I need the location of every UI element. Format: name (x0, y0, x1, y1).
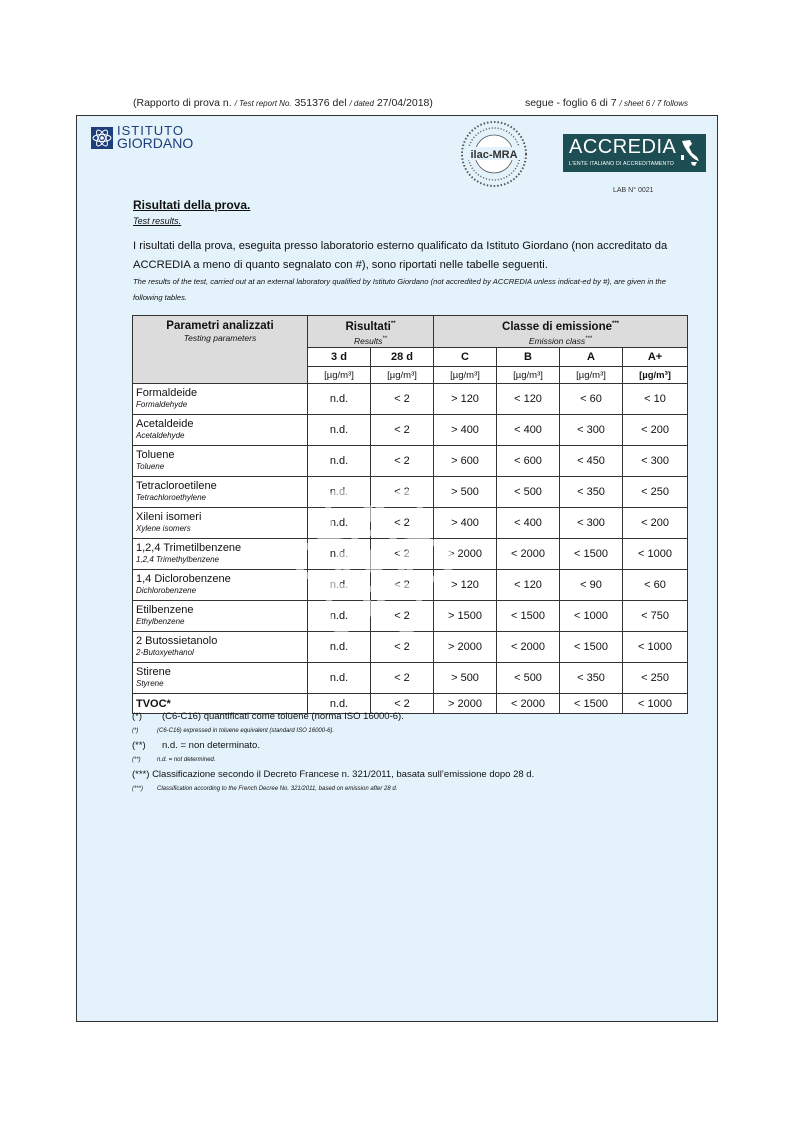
parameter-name-cell (133, 415, 308, 446)
parameter-name-en: Dichlorobenzene (136, 586, 197, 595)
parameter-name-en: Ethylbenzene (136, 617, 185, 626)
header-3d: 3 d (308, 348, 371, 367)
parameter-name: Toluene (136, 449, 175, 461)
value-cell: < 400 (497, 415, 560, 446)
value-cell: n.d. (308, 601, 371, 632)
value-cell: < 120 (497, 570, 560, 601)
institute-line2: GIORDANO (117, 135, 194, 151)
intro-paragraph-it: I risultati della prova, eseguita presso laboratorio esterno qualificato da Istituto Giordano (non accreditato da ACCREDIA a meno di quanto segnalato con #), sono riportati nelle tabelle seguenti. (133, 240, 668, 271)
value-cell: < 450 (560, 446, 623, 477)
page-header (133, 97, 688, 109)
header-class-a: A (560, 348, 623, 367)
value-cell: < 200 (623, 508, 688, 539)
parameter-name-en: Tetrachloroethylene (136, 493, 206, 502)
value-cell: < 1500 (560, 632, 623, 663)
unit-cell: [µg/m³] (308, 367, 371, 384)
value-cell: > 120 (434, 570, 497, 601)
section-subtitle: Test results. (133, 216, 182, 226)
footnote-en: (*) (C6-C16) expressed in toluene equivalent (standard ISO 16000-6). (132, 728, 335, 734)
value-cell: < 500 (497, 477, 560, 508)
atom-icon (91, 127, 113, 149)
istituto-giordano-logo (91, 125, 193, 150)
parameter-name-en: Acetaldehyde (136, 431, 185, 440)
parameter-name-en: Formaldehyde (136, 400, 188, 409)
ilac-text: ilac-MRA (470, 149, 518, 161)
value-cell: < 2 (371, 601, 434, 632)
parameter-name: TVOC* (136, 697, 171, 710)
parameter-name-cell (133, 446, 308, 477)
value-cell: < 2 (371, 694, 434, 714)
parameter-name-cell (133, 384, 308, 415)
unit-cell: [µg/m³] (623, 367, 688, 384)
value-cell: n.d. (308, 663, 371, 694)
parameter-name: 1,2,4 Trimetilbenzene (136, 542, 242, 554)
value-cell: < 2 (371, 446, 434, 477)
table-row (133, 446, 688, 477)
value-cell: < 2 (371, 570, 434, 601)
value-cell: > 500 (434, 663, 497, 694)
parameter-name-en: Xylene isomers (136, 524, 191, 533)
parameter-name-en: Toluene (136, 462, 165, 471)
table-row (133, 415, 688, 446)
value-cell: < 1000 (623, 694, 688, 714)
intro-paragraph-en: The results of the test, carried out at an external laboratory qualified by Istituto Giordano (not accredited by ACCREDIA unless indicat-ed by #), are given in the following tables. (133, 277, 666, 302)
header-parameters: Parametri analizzati Testing parameters (133, 316, 308, 384)
value-cell: < 10 (623, 384, 688, 415)
header-emission-class: Classe di emissione*** Emission class*** (434, 316, 688, 348)
value-cell: n.d. (308, 694, 371, 714)
parameter-name: Acetaldeide (136, 418, 194, 430)
accredia-name: ACCREDIA (569, 136, 677, 158)
value-cell: > 2000 (434, 539, 497, 570)
parameter-name-cell (133, 663, 308, 694)
parameter-name: Xileni isomeri (136, 511, 202, 523)
value-cell: < 120 (497, 384, 560, 415)
value-cell: > 2000 (434, 632, 497, 663)
atom-watermark-icon (289, 476, 459, 646)
italy-map-icon (680, 139, 700, 167)
header-results: Risultati** Results** (308, 316, 434, 348)
section-title: Risultati della prova. (133, 198, 251, 212)
value-cell: < 350 (560, 663, 623, 694)
parameter-name-cell (133, 632, 308, 663)
parameter-name-cell (133, 539, 308, 570)
value-cell: < 2 (371, 415, 434, 446)
unit-cell: [µg/m³] (497, 367, 560, 384)
value-cell: < 250 (623, 663, 688, 694)
parameter-name: Formaldeide (136, 387, 198, 399)
value-cell: < 350 (560, 477, 623, 508)
value-cell: < 1000 (560, 601, 623, 632)
ilac-mra-logo (459, 119, 529, 189)
footnote-it: (**) n.d. = non determinato. (132, 740, 260, 751)
value-cell: < 2 (371, 508, 434, 539)
value-cell: n.d. (308, 539, 371, 570)
value-cell: < 1500 (497, 601, 560, 632)
value-cell: n.d. (308, 477, 371, 508)
footnote-it: (*) (C6-C16) quantificati come toluene (norma ISO 16000-6). (132, 711, 404, 722)
value-cell: < 2000 (497, 632, 560, 663)
value-cell: < 300 (623, 446, 688, 477)
unit-cell: [µg/m³] (434, 367, 497, 384)
parameter-name-en: 2-Butoxyethanol (136, 648, 194, 657)
unit-cell: [µg/m³] (371, 367, 434, 384)
value-cell: < 60 (623, 570, 688, 601)
value-cell: < 500 (497, 663, 560, 694)
header-right: segue - foglio 6 di 7 / sheet 6 / 7 follows (524, 97, 688, 109)
header-class-b: B (497, 348, 560, 367)
value-cell: < 400 (497, 508, 560, 539)
parameter-name-cell (133, 570, 308, 601)
parameter-name-cell (133, 601, 308, 632)
parameter-name: 1,4 Diclorobenzene (136, 573, 231, 585)
value-cell: < 2000 (497, 694, 560, 714)
parameter-name-en: 1,2,4 Trimethylbenzene (136, 555, 220, 564)
parameter-name-en: Styrene (136, 679, 164, 688)
footnote-en: (***) Classification according to the French Decree No. 321/2011, based on emission after 28 d. (132, 786, 398, 792)
value-cell: < 2 (371, 384, 434, 415)
value-cell: > 500 (434, 477, 497, 508)
parameter-name: 2 Butossietanolo (136, 635, 218, 647)
value-cell: < 2 (371, 632, 434, 663)
unit-cell: [µg/m³] (560, 367, 623, 384)
institute-line1: ISTITUTO (117, 123, 184, 138)
page-frame (76, 115, 718, 1022)
value-cell: n.d. (308, 632, 371, 663)
value-cell: > 120 (434, 384, 497, 415)
header-28d: 28 d (371, 348, 434, 367)
table-row (133, 663, 688, 694)
value-cell: < 2000 (497, 539, 560, 570)
header-class-a-plus: A+ (623, 348, 688, 367)
value-cell: > 2000 (434, 694, 497, 714)
value-cell: < 300 (560, 415, 623, 446)
parameter-name-cell (133, 477, 308, 508)
value-cell: < 60 (560, 384, 623, 415)
header-left: (Rapporto di prova n. / Test report No. 351376 del / dated 27/04/2018) (133, 97, 433, 109)
value-cell: < 750 (623, 601, 688, 632)
value-cell: n.d. (308, 570, 371, 601)
value-cell: n.d. (308, 415, 371, 446)
value-cell: n.d. (308, 446, 371, 477)
value-cell: < 1500 (560, 539, 623, 570)
value-cell: < 200 (623, 415, 688, 446)
footnote-en: (**) n.d. = not determined. (132, 757, 216, 763)
value-cell: > 400 (434, 508, 497, 539)
value-cell: < 90 (560, 570, 623, 601)
footnote-it: (***) Classificazione secondo il Decreto Francese n. 321/2011, basata sull’emissione dopo 28 d. (132, 769, 535, 780)
value-cell: < 2 (371, 663, 434, 694)
value-cell: n.d. (308, 508, 371, 539)
table-row (133, 384, 688, 415)
value-cell: < 1000 (623, 539, 688, 570)
header-class-c: C (434, 348, 497, 367)
value-cell: < 1000 (623, 632, 688, 663)
value-cell: < 2 (371, 539, 434, 570)
parameter-name: Tetracloroetilene (136, 480, 217, 492)
value-cell: < 600 (497, 446, 560, 477)
value-cell: > 400 (434, 415, 497, 446)
value-cell: < 250 (623, 477, 688, 508)
parameter-name-cell (133, 508, 308, 539)
footnotes (132, 710, 692, 797)
value-cell: > 600 (434, 446, 497, 477)
lab-number: LAB N° 0021 (613, 187, 654, 194)
value-cell: < 300 (560, 508, 623, 539)
parameter-name: Etilbenzene (136, 604, 194, 616)
value-cell: < 2 (371, 477, 434, 508)
value-cell: > 1500 (434, 601, 497, 632)
value-cell: < 1500 (560, 694, 623, 714)
accredia-subtitle: L'ENTE ITALIANO DI ACCREDITAMENTO (569, 161, 675, 167)
value-cell: n.d. (308, 384, 371, 415)
accredia-logo (563, 134, 706, 172)
parameter-name: Stirene (136, 666, 171, 678)
